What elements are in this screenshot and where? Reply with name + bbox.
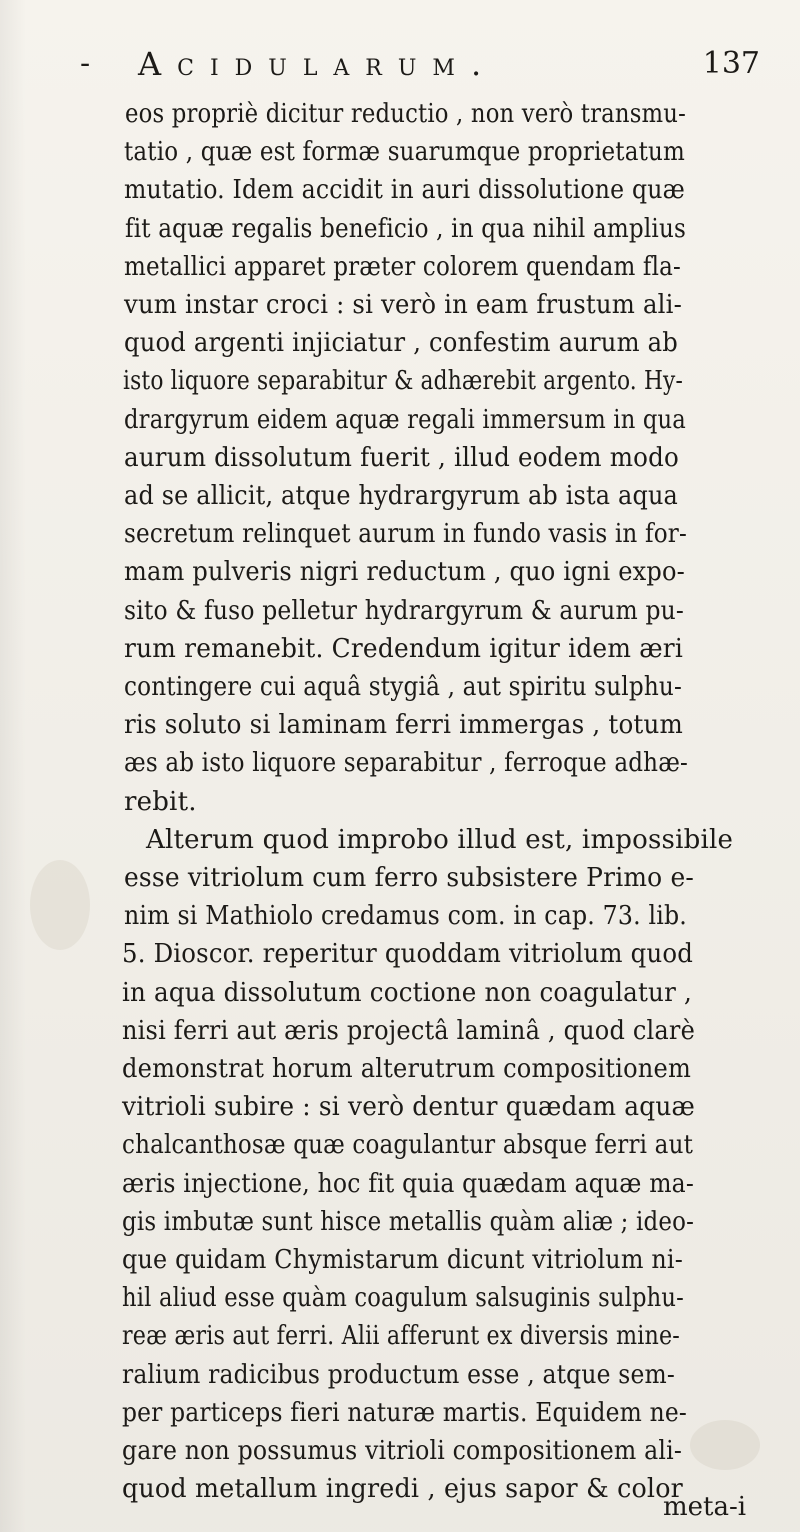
body-line: tatio , quæ est formæ suarumque proprietatum bbox=[124, 137, 685, 167]
body-line: gis imbutæ sunt hisce metallis quàm aliæ ; ideo- bbox=[122, 1207, 694, 1237]
body-line: que quidam Chymistarum dicunt vitriolum ni- bbox=[122, 1245, 683, 1275]
body-line: 5. Dioscor. reperitur quoddam vitriolum quod bbox=[122, 939, 693, 969]
body-line: chalcanthosæ quæ coagulantur absque ferri aut bbox=[122, 1130, 693, 1160]
running-head-title: Acidularum. bbox=[138, 45, 498, 83]
body-line: metallici apparet præter colorem quendam fla- bbox=[124, 252, 681, 282]
body-line: quod metallum ingredi , ejus sapor & color bbox=[122, 1474, 683, 1504]
body-line: quod argenti injiciatur , confestim aurum ab bbox=[124, 328, 678, 358]
body-line: æs ab isto liquore separabitur , ferroque adhæ- bbox=[124, 748, 688, 778]
body-line: secretum relinquet aurum in fundo vasis in for- bbox=[124, 519, 687, 549]
body-line: nim si Mathiolo credamus com. in cap. 73. lib. bbox=[124, 901, 687, 931]
body-line: per particeps fieri naturæ martis. Equidem ne- bbox=[122, 1398, 687, 1428]
body-line: nisi ferri aut æris projectâ laminâ , quod clarè bbox=[122, 1016, 695, 1046]
running-head-dash: - bbox=[80, 46, 91, 81]
body-line: in aqua dissolutum coctione non coagulatur , bbox=[122, 978, 692, 1008]
catchword: meta-i bbox=[663, 1492, 747, 1522]
body-line: Alterum quod improbo illud est, impossibile bbox=[146, 825, 734, 855]
body-line: rum remanebit. Credendum igitur idem æri bbox=[124, 634, 683, 664]
body-line: ris soluto si laminam ferri immergas , totum bbox=[124, 710, 683, 740]
paper-stain bbox=[30, 860, 90, 950]
body-line: rebit. bbox=[124, 787, 197, 817]
body-line: gare non possumus vitrioli compositionem ali- bbox=[122, 1436, 682, 1466]
running-head bbox=[80, 42, 760, 86]
body-line: contingere cui aquâ stygiâ , aut spiritu sulphu- bbox=[124, 672, 682, 702]
page-number: 137 bbox=[702, 46, 760, 81]
body-line: reæ æris aut ferri. Alii afferunt ex diversis mine- bbox=[122, 1321, 680, 1351]
body-line: vum instar croci : si verò in eam frustum ali- bbox=[124, 290, 682, 320]
body-line: drargyrum eidem aquæ regali immersum in qua bbox=[124, 405, 686, 435]
body-line: esse vitriolum cum ferro subsistere Primo e- bbox=[124, 863, 694, 893]
body-line: mutatio. Idem accidit in auri dissolutione quæ bbox=[124, 175, 685, 205]
body-line: eos propriè dicitur reductio , non verò transmu- bbox=[125, 99, 686, 129]
body-line: isto liquore separabitur & adhærebit argento. Hy- bbox=[123, 366, 683, 396]
body-line: æris injectione, hoc fit quia quædam aquæ ma- bbox=[122, 1169, 694, 1199]
body-line: vitrioli subire : si verò dentur quædam aquæ bbox=[122, 1092, 695, 1122]
body-line: ralium radicibus productum esse , atque sem- bbox=[122, 1360, 675, 1390]
body-line: sito & fuso pelletur hydrargyrum & aurum pu- bbox=[124, 596, 684, 626]
body-line: mam pulveris nigri reductum , quo igni expo- bbox=[124, 557, 685, 587]
body-line: aurum dissolutum fuerit , illud eodem modo bbox=[124, 443, 679, 473]
body-line: hil aliud esse quàm coagulum salsuginis sulphu- bbox=[122, 1283, 684, 1313]
paper-stain bbox=[690, 1420, 760, 1470]
body-line: fit aquæ regalis beneficio , in qua nihil amplius bbox=[125, 214, 686, 244]
body-line: demonstrat horum alterutrum compositionem bbox=[122, 1054, 691, 1084]
body-line: ad se allicit, atque hydrargyrum ab ista aqua bbox=[124, 481, 678, 511]
